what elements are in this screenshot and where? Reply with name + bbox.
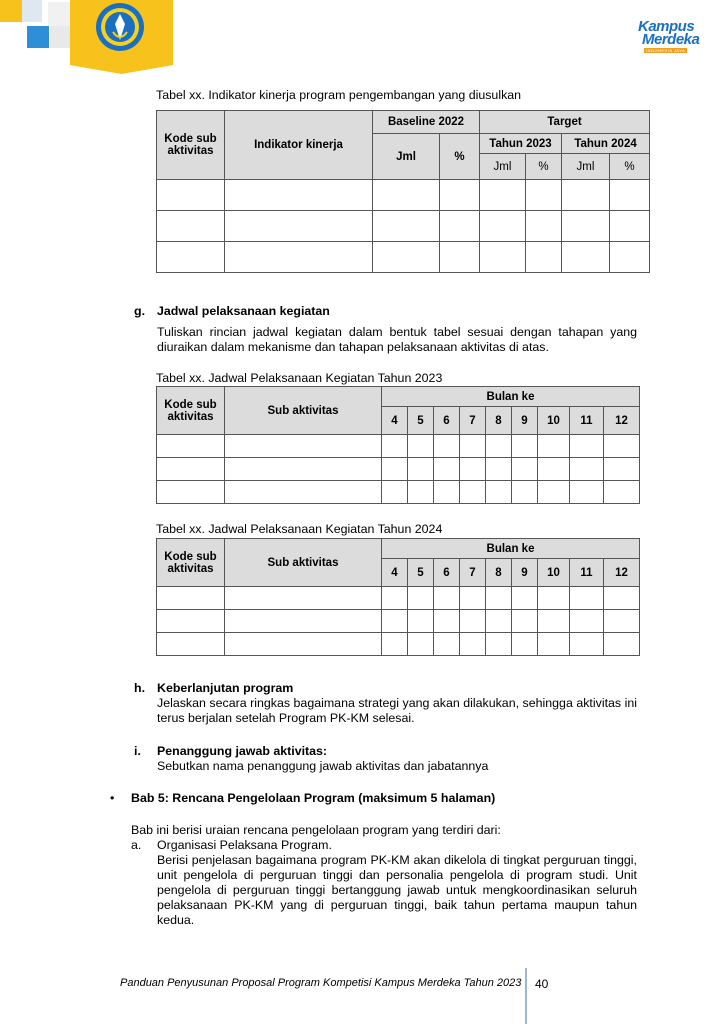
logo-text: Merdeka bbox=[642, 31, 700, 48]
table-row bbox=[157, 211, 650, 242]
decor-square bbox=[48, 2, 70, 26]
list-item-body: Berisi penjelasan bagaimana program PK-KM akan dikelola di tingkat perguruan tinggi, unit pengelola di perguruan tinggi dan personalia pengelola di program studi. Unit pengelola di perguruan tinggi bertanggung jawab untuk mengkoordinasikan seluruh pelaksanaan PK-KM yang di perguruan tinggi, baik tahun pertama maupun tahun kedua. bbox=[157, 853, 637, 927]
page-number: 40 bbox=[535, 977, 549, 991]
kampus-merdeka-logo bbox=[638, 18, 700, 58]
header-kode: Kode sub aktivitas bbox=[157, 539, 225, 587]
footer-text: Panduan Penyusunan Proposal Program Kompetisi Kampus Merdeka Tahun 2023 bbox=[120, 977, 522, 989]
chapter-intro: Bab ini berisi uraian rencana pengelolaan program yang terdiri dari: bbox=[131, 823, 501, 837]
header-kode: Kode sub aktivitas bbox=[157, 111, 225, 180]
section-body: Jelaskan secara ringkas bagaimana strategi yang akan dilakukan, sehingga aktivitas ini terus berjalan setelah Program PK-KM selesai. bbox=[157, 696, 637, 725]
header-sub-aktivitas: Sub aktivitas bbox=[225, 387, 382, 435]
section-marker: i. bbox=[134, 744, 141, 758]
table-caption: Tabel xx. Indikator kinerja program pengembangan yang diusulkan bbox=[156, 88, 522, 102]
header-month: 7 bbox=[460, 559, 486, 587]
bullet: • bbox=[110, 791, 115, 805]
header-indikator: Indikator kinerja bbox=[225, 111, 373, 180]
tut-wuri-handayani-logo bbox=[95, 2, 145, 52]
header-month: 9 bbox=[512, 407, 538, 435]
schedule-table-2024 bbox=[156, 538, 640, 656]
table-row bbox=[157, 610, 640, 633]
header-kode: Kode sub aktivitas bbox=[157, 387, 225, 435]
table-row bbox=[157, 242, 650, 273]
table-row bbox=[157, 458, 640, 481]
decor-square bbox=[22, 0, 42, 22]
section-title: Penanggung jawab aktivitas: bbox=[157, 744, 328, 758]
header-month: 10 bbox=[538, 559, 570, 587]
header-month: 6 bbox=[434, 407, 460, 435]
header-jml: Jml bbox=[373, 134, 440, 180]
logo-tagline: INDONESIA JAYA bbox=[646, 48, 686, 53]
section-title: Keberlanjutan program bbox=[157, 681, 294, 695]
header-pct: % bbox=[440, 134, 480, 180]
header-sub-aktivitas: Sub aktivitas bbox=[225, 539, 382, 587]
header-jml-2023: Jml bbox=[480, 154, 526, 180]
header-tahun-2024: Tahun 2024 bbox=[562, 134, 650, 154]
section-marker: g. bbox=[134, 304, 146, 318]
chapter-title: Bab 5: Rencana Pengelolaan Program (maksimum 5 halaman) bbox=[131, 791, 496, 805]
section-marker: h. bbox=[134, 681, 146, 695]
table-caption: Tabel xx. Jadwal Pelaksanaan Kegiatan Tahun 2024 bbox=[156, 522, 443, 536]
decor-square bbox=[50, 26, 70, 48]
header-month: 10 bbox=[538, 407, 570, 435]
header-pct-2023: % bbox=[526, 154, 562, 180]
header-month: 9 bbox=[512, 559, 538, 587]
list-item-title: Organisasi Pelaksana Program. bbox=[157, 838, 332, 852]
header-jml-2024: Jml bbox=[562, 154, 610, 180]
header-month: 5 bbox=[408, 559, 434, 587]
section-body: Tuliskan rincian jadwal kegiatan dalam bentuk tabel sesuai dengan tahapan yang diuraikan dalam mekanisme dan tahapan pelaksanaan aktivitas di atas. bbox=[157, 325, 637, 354]
header-bulan-ke: Bulan ke bbox=[382, 539, 640, 559]
footer-divider bbox=[525, 968, 527, 1024]
header-month: 11 bbox=[570, 559, 604, 587]
header-month: 8 bbox=[486, 407, 512, 435]
header-month: 6 bbox=[434, 559, 460, 587]
table-row bbox=[157, 481, 640, 504]
header-month: 4 bbox=[382, 559, 408, 587]
header-month: 8 bbox=[486, 559, 512, 587]
list-marker: a. bbox=[131, 838, 142, 852]
header-target: Target bbox=[480, 111, 650, 134]
header-month: 12 bbox=[604, 559, 640, 587]
performance-indicator-table bbox=[156, 110, 650, 273]
header-pct-2024: % bbox=[610, 154, 650, 180]
table-row bbox=[157, 435, 640, 458]
header-month: 7 bbox=[460, 407, 486, 435]
header-tahun-2023: Tahun 2023 bbox=[480, 134, 562, 154]
header-month: 4 bbox=[382, 407, 408, 435]
header-month: 11 bbox=[570, 407, 604, 435]
table-row bbox=[157, 180, 650, 211]
table-caption: Tabel xx. Jadwal Pelaksanaan Kegiatan Tahun 2023 bbox=[156, 371, 443, 385]
header-bulan-ke: Bulan ke bbox=[382, 387, 640, 407]
table-row bbox=[157, 587, 640, 610]
section-title: Jadwal pelaksanaan kegiatan bbox=[157, 304, 330, 318]
decor-square bbox=[27, 26, 49, 48]
logo-text: Kampus bbox=[638, 18, 695, 35]
schedule-table-2023 bbox=[156, 386, 640, 504]
section-body: Sebutkan nama penanggung jawab aktivitas dan jabatannya bbox=[157, 759, 489, 773]
decor-square bbox=[0, 0, 22, 22]
table-row bbox=[157, 633, 640, 656]
header-baseline: Baseline 2022 bbox=[373, 111, 480, 134]
header-month: 5 bbox=[408, 407, 434, 435]
header-month: 12 bbox=[604, 407, 640, 435]
